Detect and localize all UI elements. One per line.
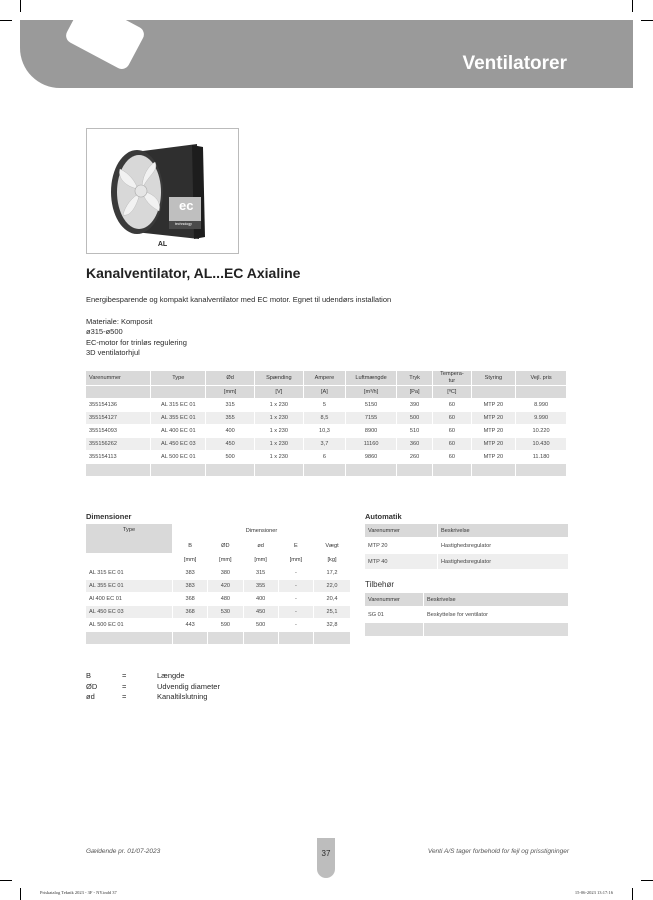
cell-varenummer: 355156262 — [86, 438, 150, 450]
dimensions-heading: Dimensioner — [86, 512, 132, 521]
product-table — [85, 370, 567, 477]
col-header: Vægt — [314, 539, 350, 553]
group-header: Dimensioner — [173, 524, 350, 538]
cell-duct-diameter: 400 — [255, 596, 266, 602]
ec-badge: ec — [179, 198, 194, 213]
cell-outer-diameter: 590 — [220, 622, 231, 628]
cell-type: AL 315 EC 01 — [160, 402, 196, 408]
cell-pressure: 360 — [397, 438, 432, 450]
cell-type: AL 315 EC 01 — [89, 570, 124, 576]
col-header: ØD — [208, 539, 242, 553]
cell-temperature: 60 — [433, 438, 470, 450]
unit-header: [mm] — [279, 554, 313, 566]
cell-diameter: 500 — [225, 454, 235, 460]
cell-type: AL 400 EC 01 — [160, 428, 196, 434]
cell-price: 11.180 — [532, 454, 550, 460]
page-header — [20, 20, 633, 88]
cell-e: - — [279, 580, 313, 592]
col-header: Tempera- tur — [433, 371, 470, 385]
table-row — [86, 619, 350, 631]
table-row — [86, 567, 350, 579]
col-header: Beskrivelse — [438, 524, 568, 537]
table-row — [86, 412, 566, 424]
cell-weight: 20,4 — [326, 596, 338, 602]
cell-weight: 32,8 — [326, 622, 338, 628]
table-row-empty — [86, 464, 566, 476]
table-row — [86, 451, 566, 463]
cell-ampere: 5 — [322, 402, 326, 408]
col-header: Beskrivelse — [424, 593, 568, 606]
cell-type: AL 450 EC 03 — [151, 438, 205, 450]
cell-diameter: 450 — [206, 438, 254, 450]
cell-temperature: 60 — [433, 412, 470, 424]
cell-diameter: 400 — [225, 428, 235, 434]
col-header: Type — [151, 371, 205, 385]
cell-e: - — [279, 606, 313, 618]
cell-voltage: 1 x 230 — [269, 402, 288, 408]
crop-mark — [632, 888, 633, 900]
cell-airflow: 11160 — [346, 438, 396, 450]
cell-ampere: 8,5 — [304, 412, 345, 424]
section-title: Ventilatorer — [462, 53, 567, 74]
col-header: Tryk — [397, 371, 432, 385]
cell-price: 9.990 — [516, 412, 566, 424]
print-slug-left: Priskatalog Teknik 2023 - 3F - NY.indd 37 — [40, 890, 117, 895]
cell-b: 368 — [173, 606, 207, 618]
cell-ampere: 3,7 — [304, 438, 345, 450]
unit-header: [m³/h] — [346, 386, 396, 398]
cell-varenummer: 355154127 — [86, 412, 150, 424]
cell-description: Hastighedsregulator — [438, 554, 568, 569]
cell-type: AL 500 EC 01 — [160, 454, 196, 460]
table-row — [365, 554, 568, 569]
unit-header: [mm] — [208, 554, 242, 566]
crop-mark — [641, 880, 653, 881]
cell-varenummer: 355154113 — [89, 454, 117, 460]
cell-price: 8.990 — [534, 402, 549, 408]
spec-line: 3D ventilatorhjul — [86, 348, 140, 357]
spec-line: EC-motor for trinløs regulering — [86, 337, 187, 347]
cell-price: 10.220 — [532, 428, 550, 434]
legend-equals: = — [122, 692, 127, 701]
table-row — [86, 606, 350, 618]
cell-control: MTP 20 — [472, 412, 516, 424]
cell-type: AL 355 EC 01 — [151, 412, 205, 424]
table-row — [86, 593, 350, 605]
fan-illustration — [87, 129, 238, 253]
col-header: B — [173, 539, 207, 553]
cell-diameter: 355 — [206, 412, 254, 424]
cell-airflow: 9860 — [364, 454, 378, 460]
cell-outer-diameter: 420 — [208, 580, 242, 592]
cell-airflow: 8900 — [364, 428, 378, 434]
unit-spacer — [86, 554, 172, 566]
cell-type: AL 450 EC 03 — [86, 606, 172, 618]
cell-control: MTP 20 — [483, 454, 504, 460]
cell-e: - — [294, 570, 297, 576]
cell-varenummer: SG 01 — [365, 607, 423, 622]
unit-header: [V] — [255, 386, 303, 398]
tilbehor-table — [364, 592, 569, 637]
cell-airflow: 7155 — [346, 412, 396, 424]
cell-control: MTP 20 — [483, 402, 504, 408]
print-slug-right: 15-06-2023 13:17:16 — [574, 890, 613, 895]
col-header: Luftmængde — [346, 371, 396, 385]
col-header: Ød — [206, 371, 254, 385]
unit-header — [472, 386, 516, 398]
unit-header — [516, 386, 566, 398]
cell-b: 368 — [185, 596, 195, 602]
cell-weight: 22,0 — [314, 580, 350, 592]
legend-equals: = — [122, 681, 127, 691]
cell-temperature: 60 — [448, 402, 456, 408]
cell-b: 383 — [173, 580, 207, 592]
product-description: Energibesparende og kompakt kanalventilator med EC motor. Egnet til udendørs installation — [86, 295, 392, 304]
automatik-table — [364, 523, 569, 570]
product-title: Kanalventilator, AL...EC Axialine — [86, 265, 301, 281]
table-row — [86, 399, 566, 411]
legend-key: ød — [86, 692, 95, 701]
cell-type: AL 355 EC 01 — [86, 580, 172, 592]
dimension-legend — [86, 671, 220, 703]
legend-key: B — [86, 671, 92, 680]
cell-pressure: 390 — [409, 402, 420, 408]
cell-pressure: 510 — [409, 428, 420, 434]
legend-row — [86, 692, 220, 703]
cell-weight: 25,1 — [314, 606, 350, 618]
cell-type: Al 400 EC 01 — [89, 596, 122, 602]
legend-desc: Udvendig diameter — [157, 681, 220, 691]
cell-ampere: 6 — [322, 454, 326, 460]
table-row — [86, 425, 566, 437]
col-header: Type — [86, 524, 172, 553]
unit-header: [Pa] — [397, 386, 432, 398]
table-row — [365, 538, 568, 553]
legend-row — [86, 671, 220, 682]
crop-mark — [0, 20, 12, 21]
unit-header — [86, 386, 150, 398]
cell-pressure: 260 — [409, 454, 420, 460]
crop-mark — [20, 0, 21, 12]
ec-badge-subtext: technology — [175, 222, 192, 226]
cell-duct-diameter: 450 — [244, 606, 278, 618]
cell-airflow: 5150 — [364, 402, 378, 408]
cell-varenummer: MTP 40 — [365, 554, 437, 569]
header-tab-shape — [63, 20, 146, 72]
cell-control: MTP 20 — [483, 428, 504, 434]
col-header: E — [279, 539, 313, 553]
legend-row — [86, 682, 220, 693]
cell-description: Hastighedsregulator — [438, 538, 568, 553]
cell-duct-diameter: 500 — [255, 622, 266, 628]
col-header: Varenummer — [365, 593, 423, 606]
spec-line: Materiale: Komposit — [86, 316, 153, 326]
dimensions-table — [85, 523, 351, 645]
crop-mark — [641, 20, 653, 21]
crop-mark — [0, 880, 12, 881]
cell-temperature: 60 — [448, 454, 456, 460]
cell-voltage: 1 x 230 — [269, 454, 288, 460]
legend-desc: Længde — [157, 671, 185, 680]
table-row — [365, 607, 568, 622]
unit-header: [ºC] — [433, 386, 470, 398]
cell-b: 383 — [185, 570, 195, 576]
product-intro — [86, 295, 566, 359]
cell-type: AL 500 EC 01 — [89, 622, 124, 628]
legend-key: ØD — [86, 681, 98, 691]
cell-weight: 17,2 — [326, 570, 338, 576]
product-image — [86, 128, 239, 254]
cell-duct-diameter: 315 — [255, 570, 266, 576]
cell-pressure: 500 — [397, 412, 432, 424]
table-row-empty — [365, 623, 568, 636]
footer-disclaimer: Venti A/S tager forbehold for fejl og prisstigninger — [427, 848, 569, 855]
crop-mark — [20, 888, 21, 900]
legend-equals: = — [122, 671, 127, 680]
cell-outer-diameter: 530 — [208, 606, 242, 618]
cell-voltage: 1 x 230 — [269, 428, 288, 434]
cell-price: 10.430 — [516, 438, 566, 450]
cell-e: - — [294, 622, 297, 628]
cell-voltage: 1 x 230 — [255, 412, 303, 424]
cell-temperature: 60 — [448, 428, 456, 434]
cell-diameter: 315 — [225, 402, 235, 408]
unit-header: [A] — [304, 386, 345, 398]
col-header: Varenummer — [86, 371, 150, 385]
table-row-empty — [86, 632, 350, 644]
col-header: Spænding — [255, 371, 303, 385]
cell-control: MTP 20 — [472, 438, 516, 450]
image-caption: AL — [157, 241, 168, 248]
cell-outer-diameter: 480 — [220, 596, 231, 602]
col-header: Vejl. pris — [516, 371, 566, 385]
unit-header — [151, 386, 205, 398]
spec-line: ø315-ø500 — [86, 327, 123, 336]
cell-varenummer: 355154136 — [89, 402, 117, 408]
crop-mark — [632, 0, 633, 12]
cell-voltage: 1 x 230 — [255, 438, 303, 450]
col-header: Ampere — [304, 371, 345, 385]
legend-desc: Kanaltilslutning — [157, 692, 208, 701]
cell-varenummer: MTP 20 — [365, 538, 437, 553]
cell-b: 443 — [185, 622, 195, 628]
table-row — [86, 580, 350, 592]
cell-varenummer: 355154093 — [89, 428, 117, 434]
unit-header: [mm] — [244, 554, 278, 566]
page-number: 37 — [317, 838, 335, 878]
cell-description: Beskyttelse for ventilator — [424, 607, 568, 622]
tilbehor-heading: Tilbehør — [365, 580, 395, 589]
col-header: ød — [244, 539, 278, 553]
unit-header: [kg] — [314, 554, 350, 566]
cell-ampere: 10,3 — [318, 428, 330, 434]
unit-header: [mm] — [173, 554, 207, 566]
cell-duct-diameter: 355 — [244, 580, 278, 592]
cell-e: - — [294, 596, 297, 602]
unit-header: [mm] — [206, 386, 254, 398]
automatik-heading: Automatik — [365, 512, 402, 521]
table-row — [86, 438, 566, 450]
footer-validity: Gældende pr. 01/07-2023 — [86, 848, 161, 855]
cell-outer-diameter: 380 — [220, 570, 231, 576]
col-header: Styring — [472, 371, 516, 385]
col-header: Varenummer — [365, 524, 437, 537]
